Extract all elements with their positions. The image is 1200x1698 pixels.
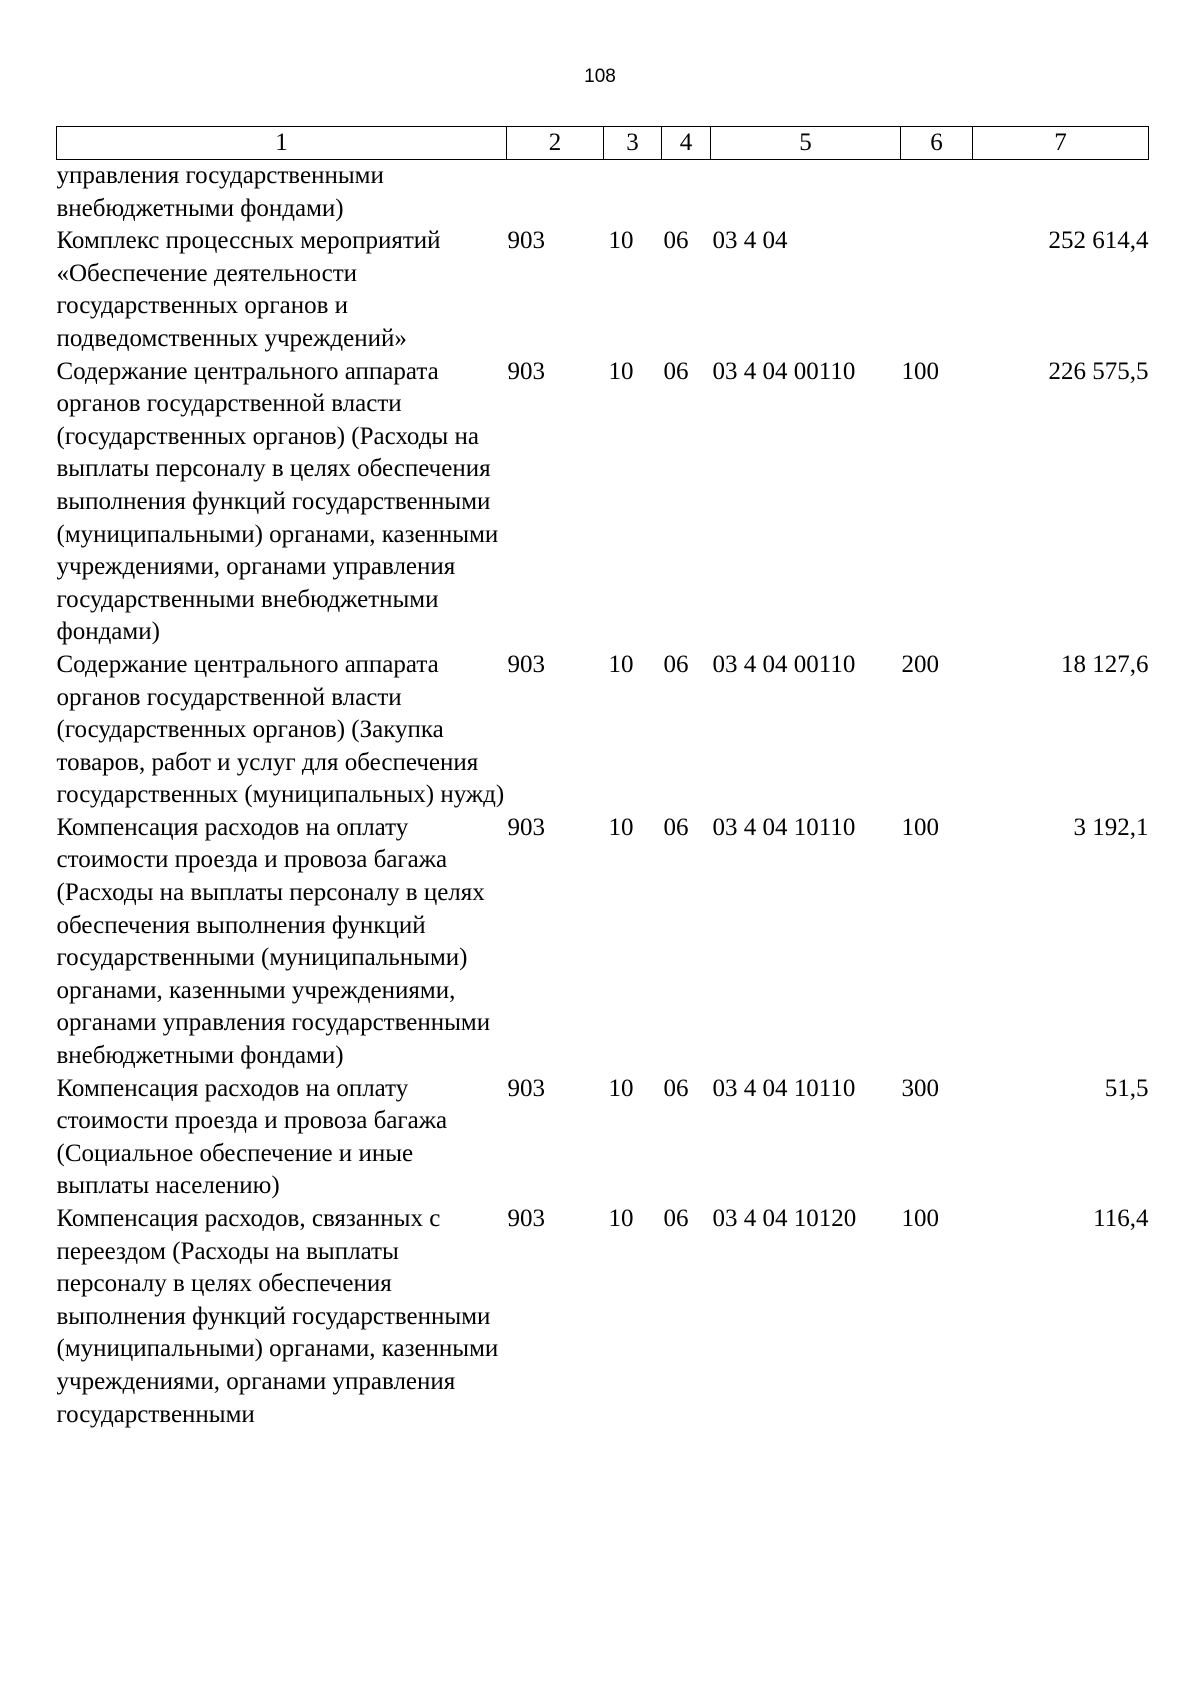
column-header-4: 4 xyxy=(662,127,711,160)
header-row xyxy=(57,127,1149,160)
row-expense-type xyxy=(901,225,973,355)
row-section-code: 10 xyxy=(608,227,634,255)
row-section-code: 10 xyxy=(608,650,634,678)
table-header xyxy=(57,127,1149,160)
row-expense-type: 100 xyxy=(901,813,939,841)
table-row xyxy=(57,649,1149,812)
row-amount: 51,5 xyxy=(1104,1074,1149,1102)
row-description: Компенсация расходов на оплату стоимости проезда и провоза багажа (Расходы на выплаты персоналу в целях обеспечения выполнения функций государственными (муниципальными) органами, казенными учреждениями, органами управления государственными внебюджетными фондами) xyxy=(56,813,491,1070)
row-subsection-code: 06 xyxy=(663,1205,689,1232)
row-grbs-code: 903 xyxy=(507,1205,545,1232)
column-header-7: 7 xyxy=(973,127,1149,160)
row-subsection-code: 06 xyxy=(663,227,689,255)
row-amount: 116,4 xyxy=(1093,1205,1149,1232)
row-target-article: 03 4 04 00110 xyxy=(712,650,856,678)
row-subsection-code xyxy=(662,160,711,226)
column-header-2: 2 xyxy=(507,127,604,160)
table-row xyxy=(57,812,1149,1073)
row-section-code: 10 xyxy=(608,813,634,841)
row-target-article: 03 4 04 00110 xyxy=(712,357,856,385)
row-grbs-code: 903 xyxy=(507,813,545,841)
row-expense-type: 100 xyxy=(901,357,939,385)
row-subsection-code: 06 xyxy=(663,1074,689,1102)
row-grbs-code: 903 xyxy=(507,650,545,678)
row-target-article xyxy=(711,160,901,226)
row-section-code: 10 xyxy=(608,357,634,385)
column-header-5: 5 xyxy=(711,127,901,160)
page-number: 108 xyxy=(584,66,616,87)
row-description: управления государственными внебюджетными фондами) xyxy=(56,162,384,222)
row-target-article: 03 4 04 10120 xyxy=(712,1205,857,1232)
table-row xyxy=(57,356,1149,649)
row-section-code: 10 xyxy=(608,1074,634,1102)
row-grbs-code: 903 xyxy=(507,357,545,385)
row-description: Содержание центрального аппарата органов государственной власти (государственных органов) (Закупка товаров, работ и услуг для обеспечения государственных (муниципальных) нужд) xyxy=(56,650,505,809)
column-header-3: 3 xyxy=(604,127,662,160)
row-expense-type xyxy=(901,160,973,226)
row-description: Комплекс процессных мероприятий «Обеспечение деятельности государственных органов и подведомственных учреждений» xyxy=(56,227,441,352)
row-grbs-code xyxy=(507,160,604,226)
row-description: Содержание центрального аппарата органов государственной власти (государственных органов) (Расходы на выплаты персоналу в целях обеспечения выполнения функций государственными (муниципальными) органами, казенными учреждениями, органами управления государственными внебюджетными фондами) xyxy=(56,357,499,646)
column-header-6: 6 xyxy=(901,127,973,160)
row-target-article: 03 4 04 10110 xyxy=(712,813,856,841)
row-section-code xyxy=(604,160,662,226)
row-expense-type: 200 xyxy=(901,650,939,678)
row-target-article: 03 4 04 10110 xyxy=(712,1074,856,1102)
row-subsection-code: 06 xyxy=(663,813,689,841)
row-amount: 18 127,6 xyxy=(1061,650,1149,678)
table-row xyxy=(57,1203,1149,1431)
row-grbs-code: 903 xyxy=(507,1074,545,1102)
row-amount: 226 575,5 xyxy=(1048,357,1149,385)
row-target-article: 03 4 04 xyxy=(712,227,788,255)
row-expense-type: 100 xyxy=(901,1205,939,1232)
row-amount: 252 614,4 xyxy=(1048,227,1149,255)
row-amount xyxy=(973,160,1149,226)
row-subsection-code: 06 xyxy=(663,650,689,678)
table-row xyxy=(57,225,1149,355)
table-row xyxy=(57,160,1149,226)
table-row xyxy=(57,1073,1149,1203)
row-grbs-code: 903 xyxy=(507,227,545,255)
budget-table xyxy=(56,126,1149,1431)
row-amount: 3 192,1 xyxy=(1073,813,1149,841)
row-subsection-code: 06 xyxy=(663,357,689,385)
row-expense-type: 300 xyxy=(901,1074,939,1102)
table-body xyxy=(57,160,1149,1432)
column-header-1: 1 xyxy=(57,127,507,160)
row-section-code: 10 xyxy=(608,1205,634,1232)
row-description: Компенсация расходов, связанных с переездом (Расходы на выплаты персоналу в целях обеспечения выполнения функций государственными (муниципальными) органами, казенными учреждениями, органами управления государственными xyxy=(56,1205,499,1428)
row-description: Компенсация расходов на оплату стоимости проезда и провоза багажа (Социальное обеспечение и иные выплаты населению) xyxy=(56,1074,448,1200)
